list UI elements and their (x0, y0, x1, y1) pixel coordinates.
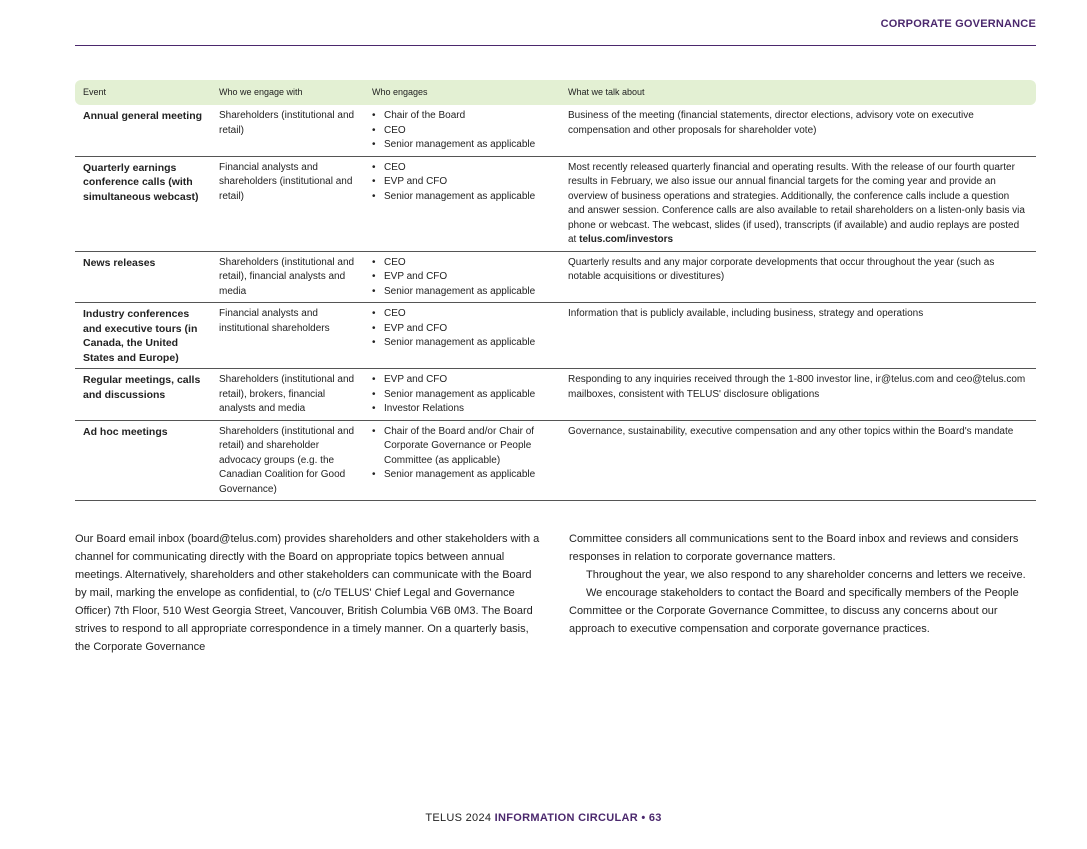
audience-cell: Financial analysts and shareholders (institutional and retail) (211, 156, 364, 251)
audience-cell: Shareholders (institutional and retail), brokers, financial analysts and media (211, 369, 364, 421)
body-left-column (75, 530, 545, 656)
engager-item: • Senior management as applicable (384, 138, 552, 153)
engager-item: • EVP and CFO (384, 270, 552, 285)
encourage-paragraph: We encourage stakeholders to contact the Board and specifically members of the People Committee or the Corporate Governance Committee, to discuss any concerns about our approach to executive compensation and corporate governance practices. (569, 587, 1019, 635)
concerns-paragraph: Throughout the year, we also respond to any shareholder concerns and letters we receive. (586, 569, 1026, 581)
engager-cell (364, 420, 560, 501)
header-divider (75, 45, 1036, 46)
audience-cell: Shareholders (institutional and retail) and shareholder advocacy groups (e.g. the Canadian Coalition for Good Governance) (211, 420, 364, 501)
table-header-row (75, 80, 1036, 105)
event-cell: Annual general meeting (75, 105, 211, 156)
footer-separator: • (641, 812, 646, 824)
engager-item: • Chair of the Board (384, 109, 552, 124)
engager-item: • CEO (384, 161, 552, 176)
table-row (75, 251, 1036, 303)
page-footer (0, 812, 1087, 824)
engager-cell (364, 369, 560, 421)
investors-link[interactable]: telus.com/investors (579, 234, 674, 245)
engager-item: • Senior management as applicable (384, 388, 552, 403)
topics-cell: Business of the meeting (financial statements, director elections, advisory vote on executive compensation and other proposals for shareholder vote) (560, 105, 1036, 156)
engager-item: • EVP and CFO (384, 322, 552, 337)
table-row (75, 156, 1036, 251)
engager-item: • Senior management as applicable (384, 336, 552, 351)
section-title: CORPORATE GOVERNANCE (880, 18, 1036, 30)
engager-item: • EVP and CFO (384, 175, 552, 190)
audience-cell: Financial analysts and institutional shareholders (211, 303, 364, 369)
column-header-who: Who we engage with (211, 80, 364, 105)
table-row (75, 303, 1036, 369)
engager-cell (364, 303, 560, 369)
event-cell: Quarterly earnings conference calls (with simultaneous webcast) (75, 156, 211, 251)
topics-cell: Quarterly results and any major corporate developments that occur throughout the year (such as notable acquisitions or divestitures) (560, 251, 1036, 303)
table-row (75, 420, 1036, 501)
topics-cell: Responding to any inquiries received through the 1-800 investor line, ir@telus.com and ceo@telus.com mailboxes, consistent with TELUS' disclosure obligations (560, 369, 1036, 421)
table-row (75, 369, 1036, 421)
engager-cell (364, 156, 560, 251)
committee-paragraph: Committee considers all communications sent to the Board inbox and reviews and considers responses in relation to corporate governance matters. (569, 533, 1019, 563)
engager-item: • Chair of the Board and/or Chair of Corporate Governance or People Committee (as applicable) (384, 425, 552, 469)
event-cell: Regular meetings, calls and discussions (75, 369, 211, 421)
footer-doc-title: INFORMATION CIRCULAR (494, 812, 638, 824)
footer-prefix: TELUS 2024 (425, 812, 492, 824)
event-cell: Ad hoc meetings (75, 420, 211, 501)
engager-cell (364, 105, 560, 156)
audience-cell: Shareholders (institutional and retail) (211, 105, 364, 156)
engager-item: • CEO (384, 256, 552, 271)
topics-text: Most recently released quarterly financial and operating results. With the release of our fourth quarter results in February, we also issue our annual financial targets for the coming year and provide an overview of business operations and strategies. Additionally, the conference calls include a question and answer session. Conference calls are also available to retail shareholders on a listen-only basis via phone or webcast. The webcast, slides (if used), transcripts (if available) and audio replays are posted at (568, 161, 1025, 245)
topics-cell (560, 156, 1036, 251)
engager-item: • EVP and CFO (384, 373, 552, 388)
engager-item: • Senior management as applicable (384, 468, 552, 483)
column-header-topics: What we talk about (560, 80, 1036, 105)
event-cell: News releases (75, 251, 211, 303)
column-header-event: Event (75, 80, 211, 105)
engager-item: • Senior management as applicable (384, 285, 552, 300)
page-number: 63 (648, 812, 662, 824)
event-cell: Industry conferences and executive tours (in Canada, the United States and Europe) (75, 303, 211, 369)
engager-item: • Senior management as applicable (384, 190, 552, 205)
topics-cell: Information that is publicly available, including business, strategy and operations (560, 303, 1036, 369)
body-right-column (569, 530, 1039, 638)
column-header-engages: Who engages (364, 80, 560, 105)
topics-cell: Governance, sustainability, executive compensation and any other topics within the Board's mandate (560, 420, 1036, 501)
engagement-table (75, 80, 1036, 501)
engager-cell (364, 251, 560, 303)
engager-item: • CEO (384, 124, 552, 139)
board-inbox-paragraph: Our Board email inbox (board@telus.com) provides shareholders and other stakeholders with a channel for communicating directly with the Board on appropriate topics between annual meetings. Alternatively, shareholders and other stakeholders can communicate with the Board by mail, marking the envelope as confidential, to (c/o TELUS' Chief Legal and Governance Officer) 7th Floor, 510 West Georgia Street, Vancouver, British Columbia V6B 0M3. The Board strives to respond to all appropriate correspondence in a timely manner. On a quarterly basis, the Corporate Governance (75, 533, 540, 653)
engager-item: • CEO (384, 307, 552, 322)
table-row (75, 105, 1036, 156)
engager-item: • Investor Relations (384, 402, 552, 417)
audience-cell: Shareholders (institutional and retail), financial analysts and media (211, 251, 364, 303)
